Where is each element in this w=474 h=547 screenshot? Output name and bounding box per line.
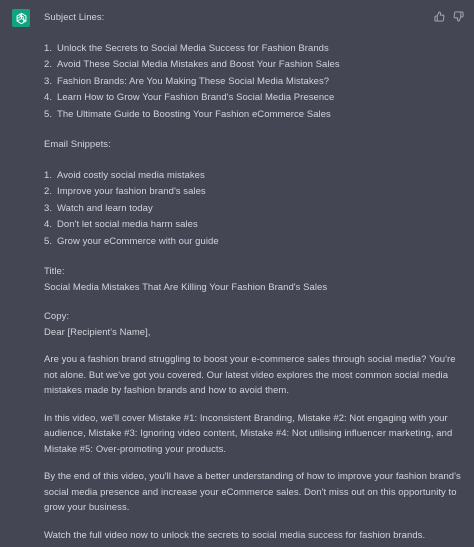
message-content [44, 10, 464, 543]
list-item [44, 90, 464, 107]
list-item [44, 57, 464, 74]
list-number: 5. [44, 108, 53, 120]
list-number: 5. [44, 235, 53, 247]
list-text: Avoid costly social media mistakes [57, 169, 205, 181]
list-text: Avoid These Social Media Mistakes and Boost Your Fashion Sales [57, 59, 340, 70]
list-number: 1. [44, 42, 53, 54]
subject-lines-heading: Subject Lines: [44, 12, 105, 23]
list-number: 2. [44, 59, 53, 70]
list-text: Improve your fashion brand's sales [57, 186, 206, 197]
copy-paragraph: Are you a fashion brand struggling to boost your e-commerce sales through social media? You're not alone. But we've got you covered. Our latest video explores the most common social media mistakes made by fashion brands and how to avoid them. [44, 354, 456, 396]
list-number: 3. [44, 202, 53, 214]
email-snippets-heading: Email Snippets: [44, 139, 111, 150]
list-text: The Ultimate Guide to Boosting Your Fashion eCommerce Sales [57, 108, 331, 120]
copy-label: Copy: [44, 311, 70, 322]
list-item [44, 234, 464, 251]
list-number: 3. [44, 75, 53, 87]
list-text: Don't let social media harm sales [57, 219, 198, 230]
list-item [44, 217, 464, 234]
list-number: 2. [44, 186, 53, 197]
list-number: 4. [44, 92, 53, 103]
list-item [44, 41, 464, 58]
list-item [44, 184, 464, 201]
list-item [44, 168, 464, 185]
email-snippets-list [44, 168, 464, 251]
list-item [44, 107, 464, 124]
list-number: 4. [44, 219, 53, 230]
list-text: Learn How to Grow Your Fashion Brand's Social Media Presence [57, 92, 335, 103]
list-text: Watch and learn today [57, 202, 153, 214]
list-text: Unlock the Secrets to Social Media Success for Fashion Brands [57, 42, 329, 54]
copy-paragraph: Watch the full video now to unlock the secrets to social media success for fashion brands. [44, 529, 426, 541]
list-text: Fashion Brands: Are You Making These Social Media Mistakes? [57, 75, 330, 87]
list-text: Grow your eCommerce with our guide [57, 235, 219, 247]
title-label: Title: [44, 266, 65, 277]
openai-logo-icon [12, 9, 30, 27]
salutation: Dear [Recipient's Name], [44, 326, 151, 338]
title-text: Social Media Mistakes That Are Killing Your Fashion Brand's Sales [44, 281, 328, 293]
copy-paragraph: By the end of this video, you'll have a better understanding of how to improve your fashion brand's social media presence and increase your eCommerce sales. Don't miss out on this opportunity to grow your business. [44, 471, 461, 513]
list-number: 1. [44, 169, 53, 181]
copy-paragraph: In this video, we'll cover Mistake #1: Inconsistent Branding, Mistake #2: Not engaging with your audience, Mistake #3: Ignoring video content, Mistake #4: Not utilising influencer marketing, and Mistake #5: Over-promoting your products. [44, 412, 453, 455]
list-item [44, 74, 464, 91]
subject-lines-list [44, 41, 464, 124]
list-item [44, 201, 464, 218]
